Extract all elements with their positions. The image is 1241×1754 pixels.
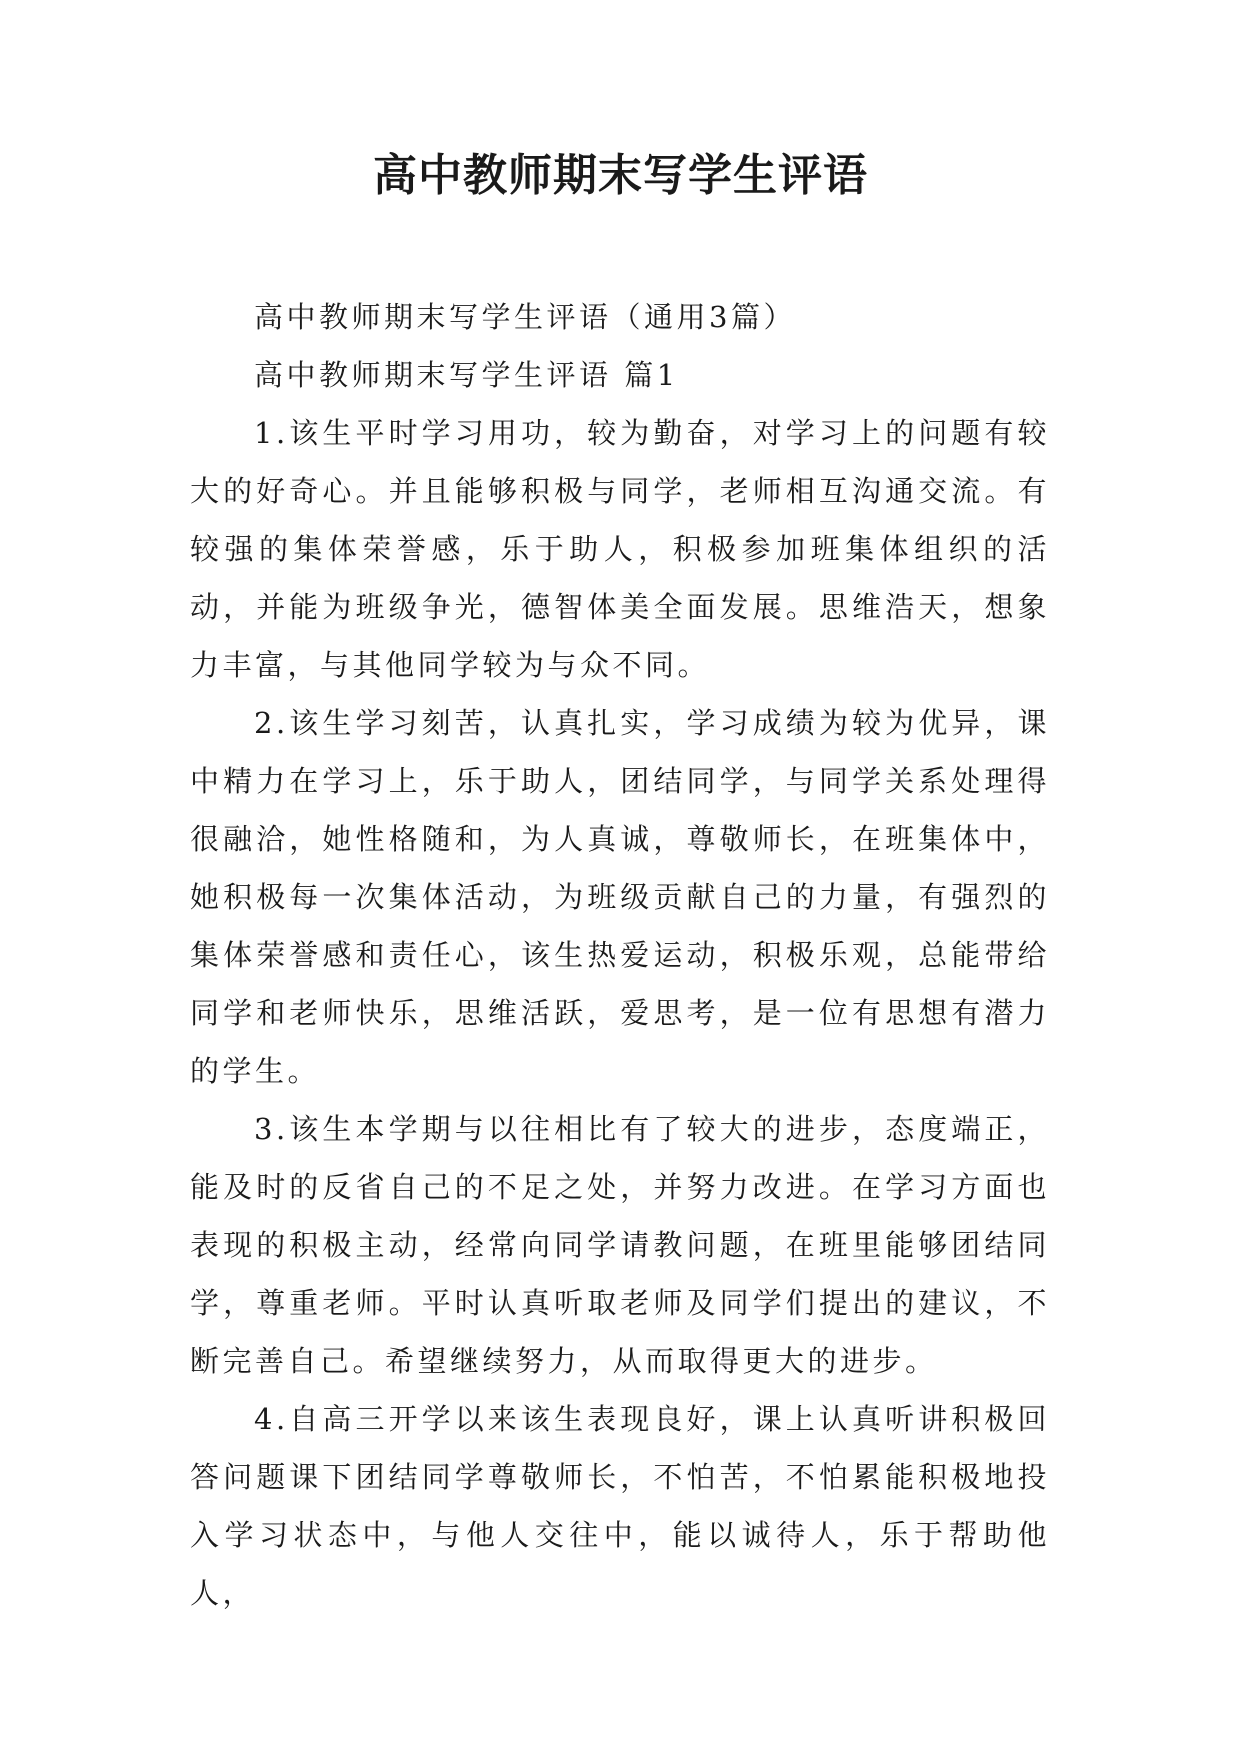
document-title: 高中教师期末写学生评语 (373, 150, 868, 201)
section-heading: 高中教师期末写学生评语 篇1 (254, 358, 679, 392)
comment-paragraph-4: 4.自高三开学以来该生表现良好，课上认真听讲积极回答问题课下团结同学尊敬师长，不怕苦，不怕累能积极地投入学习状态中，与他人交往中，能以诚待人，乐于帮助他人， (190, 1402, 1050, 1610)
document-body (190, 288, 1050, 1622)
comment-paragraph-2: 2.该生学习刻苦，认真扎实，学习成绩为较为优异，课中精力在学习上，乐于助人，团结同学，与同学关系处理得很融洽，她性格随和，为人真诚，尊敬师长，在班集体中，她积极每一次集体活动，为班级贡献自己的力量，有强烈的集体荣誉感和责任心，该生热爱运动，积极乐观，总能带给同学和老师快乐，思维活跃，爱思考，是一位有思想有潜力的学生。 (190, 706, 1050, 1088)
comment-paragraph-3: 3.该生本学期与以往相比有了较大的进步，态度端正，能及时的反省自己的不足之处，并努力改进。在学习方面也表现的积极主动，经常向同学请教问题，在班里能够团结同学，尊重老师。平时认真听取老师及同学们提出的建议，不断完善自己。希望继续努力，从而取得更大的进步。 (190, 1112, 1050, 1378)
subtitle-line: 高中教师期末写学生评语（通用3篇） (254, 300, 796, 334)
comment-paragraph-1: 1.该生平时学习用功，较为勤奋，对学习上的问题有较大的好奇心。并且能够积极与同学，老师相互沟通交流。有较强的集体荣誉感，乐于助人，积极参加班集体组织的活动，并能为班级争光，德智体美全面发展。思维浩天，想象力丰富，与其他同学较为与众不同。 (190, 416, 1050, 682)
